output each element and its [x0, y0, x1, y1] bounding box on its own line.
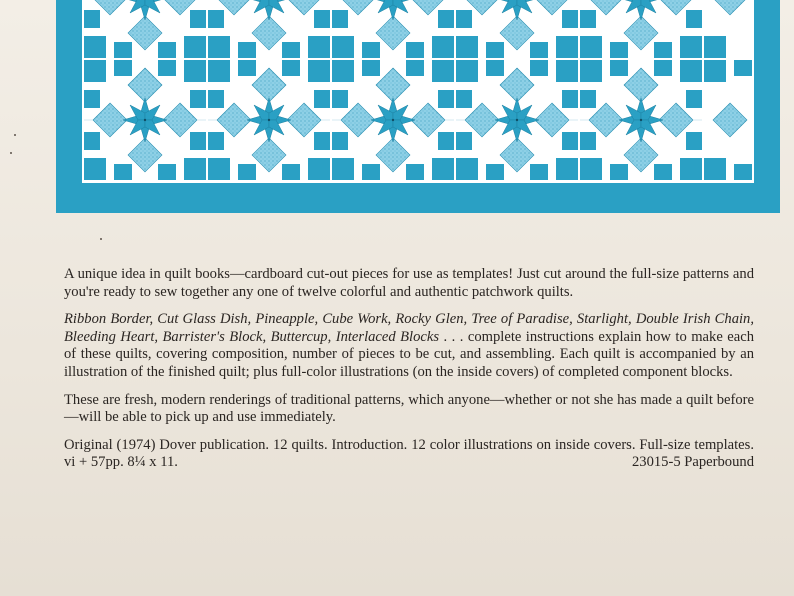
back-cover-text [64, 266, 754, 472]
paper-speck [14, 134, 16, 136]
quilt-illustration [56, 0, 780, 213]
fresh-paragraph: These are fresh, modern renderings of traditional patterns, which anyone—whether or not she has made a quilt before—will be able to pick up and use immediately. [64, 391, 754, 426]
paper-speck [10, 152, 12, 154]
instructions-text: complete instructions explain how to make each of these quilts, covering composition, number of pieces to be cut, and assembling. Each quilt is accompanied by an illustration of the finished quilt; plus full-color illustrations (on the inside covers) of completed component blocks. [64, 328, 754, 380]
quilt-titles: Ribbon Border, Cut Glass Dish, Pineapple, Cube Work, Rocky Glen, Tree of Paradise, Starlight, Double Irish Chain, Bleeding Heart, Barrister's Block, Buttercup, Interlaced Blocks [64, 311, 754, 345]
publication-paragraph [64, 437, 754, 472]
ellipsis: . . . [439, 328, 468, 345]
intro-paragraph: A unique idea in quilt books—cardboard cut-out pieces for use as templates! Just cut around the full-size patterns and you're ready to sew together any one of twelve colorful and authentic patchwork quilts. [64, 266, 754, 300]
publication-details: Original (1974) Dover publication. 12 quilts. Introduction. 12 color illustrations on inside covers. Full-size templates. vi + 57pp. 8¼ x 11. [64, 436, 754, 471]
catalog-number: 23015-5 Paperbound [631, 454, 754, 471]
quilt-list-paragraph [64, 311, 754, 381]
paper-speck [100, 238, 102, 240]
